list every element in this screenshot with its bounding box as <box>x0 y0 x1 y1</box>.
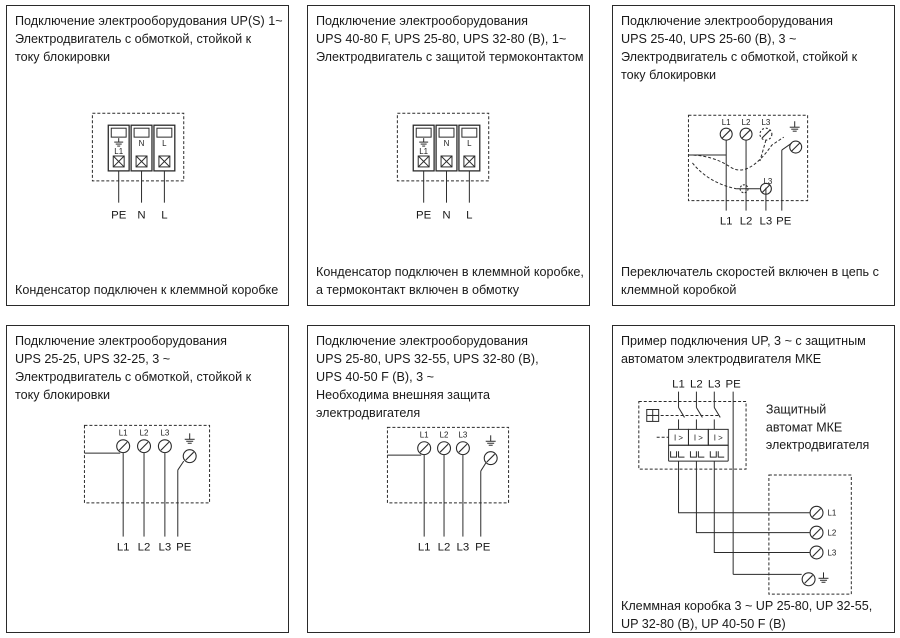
wiring-diagram-3phase <box>7 326 288 632</box>
panel-1phase-up-s <box>6 5 289 306</box>
note-line: клеммной коробкой <box>621 283 737 297</box>
wire-label-l3: L3 <box>707 378 721 391</box>
title-line: автоматом электродвигателя МКЕ <box>621 352 822 366</box>
note-line: а термоконтакт включен в обмотку <box>316 283 520 297</box>
note-line: Конденсатор подключен в клеммной коробке, <box>316 265 584 279</box>
terminal-label-l1: L1 <box>419 430 429 440</box>
panel-1phase-thermal <box>307 5 590 306</box>
ground-symbol-icon <box>419 138 428 146</box>
mke-caption-line: автомат МКЕ <box>765 420 843 435</box>
relay-label: I > <box>674 433 684 443</box>
note-line: Переключатель скоростей включен в цепь с <box>621 265 879 279</box>
wire-label-l1: L1 <box>672 378 685 391</box>
title-line: Подключение электрооборудования <box>15 334 227 348</box>
title-line: Подключение электрооборудования <box>316 14 528 28</box>
wire-label-l: L <box>466 209 473 222</box>
mke-caption-line: Защитный <box>765 402 827 417</box>
wire-label-pe: PE <box>111 209 127 222</box>
title-line: Необходима внешняя защита <box>316 388 490 402</box>
terminal-label-l1: L1 <box>118 428 128 438</box>
panel-3phase-speed-switch <box>612 5 895 306</box>
relay-label: I > <box>693 433 703 443</box>
mke-enclosure-outline <box>639 402 746 470</box>
title-line: току блокировки <box>15 388 111 402</box>
wire-label-l2: L2 <box>690 378 703 391</box>
terminal-label-l2: L2 <box>139 428 149 438</box>
terminal-label-l2: L2 <box>439 430 449 440</box>
title-line: Пример подключения UP, 3 ~ с защитным <box>621 334 866 348</box>
panel-3phase-mke <box>612 325 895 633</box>
supply-wires <box>688 140 791 210</box>
panel-3phase-locked-rotor <box>6 325 289 633</box>
terminal-mark-l: L <box>162 139 167 149</box>
note-line: UP 32-80 (B), UP 40-50 F (B) <box>621 617 786 631</box>
title-line: UPS 25-25, UPS 32-25, 3 ~ <box>15 352 171 366</box>
wire-label-l2: L2 <box>437 541 451 554</box>
title-line: Подключение электрооборудования <box>316 334 528 348</box>
wiring-diagram-1phase <box>7 6 288 305</box>
terminal-block <box>413 125 480 171</box>
supply-wires <box>424 455 486 536</box>
terminal-mark-n: N <box>138 139 145 149</box>
panel-note <box>15 281 278 299</box>
wire-label-l1: L1 <box>417 541 431 554</box>
wire-label-pe: PE <box>416 209 432 222</box>
title-line: UPS 40-50 F (B), 3 ~ <box>316 370 434 384</box>
title-line: Подключение электрооборудования <box>621 14 833 28</box>
terminal-mark-n: N <box>443 139 450 149</box>
note-line: Конденсатор подключен к клеммной коробке <box>15 283 279 297</box>
wire-label-l2: L2 <box>739 215 753 228</box>
wire-label-pe: PE <box>475 541 491 554</box>
wire-label-l3: L3 <box>759 215 773 228</box>
wiring-diagram-3phase-ext <box>308 326 589 632</box>
title-line: Подключение электрооборудования UP(S) 1~ <box>15 14 283 28</box>
terminal-label-l3: L3 <box>761 118 771 128</box>
terminal-label-l3: L3 <box>458 430 468 440</box>
terminal-label-l3-lower: L3 <box>763 176 773 186</box>
terminal-screws <box>418 442 497 465</box>
relay-label: I > <box>713 433 723 443</box>
mke-caption-line: электродвигателя <box>765 438 870 453</box>
mke-contacts <box>661 392 733 575</box>
supply-wires <box>123 453 184 536</box>
wire-label-l1: L1 <box>719 215 733 228</box>
terminal-label-l1: L1 <box>721 118 731 128</box>
wire-label-l1: L1 <box>116 541 130 554</box>
terminal-mark-l1: L1 <box>114 147 124 157</box>
terminal-label-l1: L1 <box>827 508 837 518</box>
wire-label-l3: L3 <box>158 541 172 554</box>
title-line: току блокировки <box>621 68 717 82</box>
title-line: току блокировки <box>15 50 111 64</box>
wiring-diagram-1phase-thermal <box>308 6 589 305</box>
supply-wires <box>119 171 165 203</box>
wire-label-n: N <box>442 209 451 222</box>
note-line: Клеммная коробка 3 ~ UP 25-80, UP 32-55, <box>621 599 873 613</box>
supply-wires <box>424 171 470 203</box>
wire-label-l: L <box>161 209 168 222</box>
ground-symbol-icon <box>114 138 123 146</box>
title-line: Электродвигатель с обмоткой, стойкой к <box>621 50 858 64</box>
title-line: UPS 40-80 F, UPS 25-80, UPS 32-80 (B), 1~ <box>316 32 567 46</box>
wiring-diagram-3phase-speed <box>613 6 894 305</box>
reset-button-icon <box>647 409 659 421</box>
panel-3phase-external-protection <box>307 325 590 633</box>
panel-note <box>621 263 879 299</box>
wire-label-pe: PE <box>176 541 192 554</box>
ground-symbol-icon <box>486 435 496 445</box>
title-line: Электродвигатель с обмоткой, стойкой к <box>15 32 252 46</box>
terminal-mark-l: L <box>467 139 472 149</box>
title-line: UPS 25-80, UPS 32-55, UPS 32-80 (B), <box>316 352 539 366</box>
terminal-label-l2: L2 <box>827 528 837 538</box>
title-line: UPS 25-40, UPS 25-60 (B), 3 ~ <box>621 32 797 46</box>
terminal-screws <box>802 506 823 585</box>
terminal-screws <box>720 128 801 153</box>
wire-label-l2: L2 <box>137 541 151 554</box>
terminal-mark-l1: L1 <box>419 147 429 157</box>
terminal-screws <box>117 440 196 463</box>
ground-symbol-icon <box>790 121 800 131</box>
wire-label-pe: PE <box>776 215 792 228</box>
ground-symbol-icon <box>185 433 195 443</box>
terminal-label-l2: L2 <box>741 118 751 128</box>
title-line: Электродвигатель с обмоткой, стойкой к <box>15 370 252 384</box>
terminal-label-l3: L3 <box>160 428 170 438</box>
terminal-label-l3: L3 <box>827 548 837 558</box>
wiring-diagram-mke <box>613 326 894 632</box>
wire-label-n: N <box>137 209 146 222</box>
panel-note <box>621 597 872 633</box>
ground-symbol-icon <box>819 572 829 582</box>
wire-label-pe: PE <box>725 378 741 391</box>
wire-label-l3: L3 <box>456 541 470 554</box>
title-line: Электродвигатель с защитой термоконтактом <box>316 50 584 64</box>
supply-wires <box>679 461 810 574</box>
title-line: электродвигателя <box>316 406 421 420</box>
panel-note <box>316 263 584 299</box>
terminal-block <box>108 125 175 171</box>
